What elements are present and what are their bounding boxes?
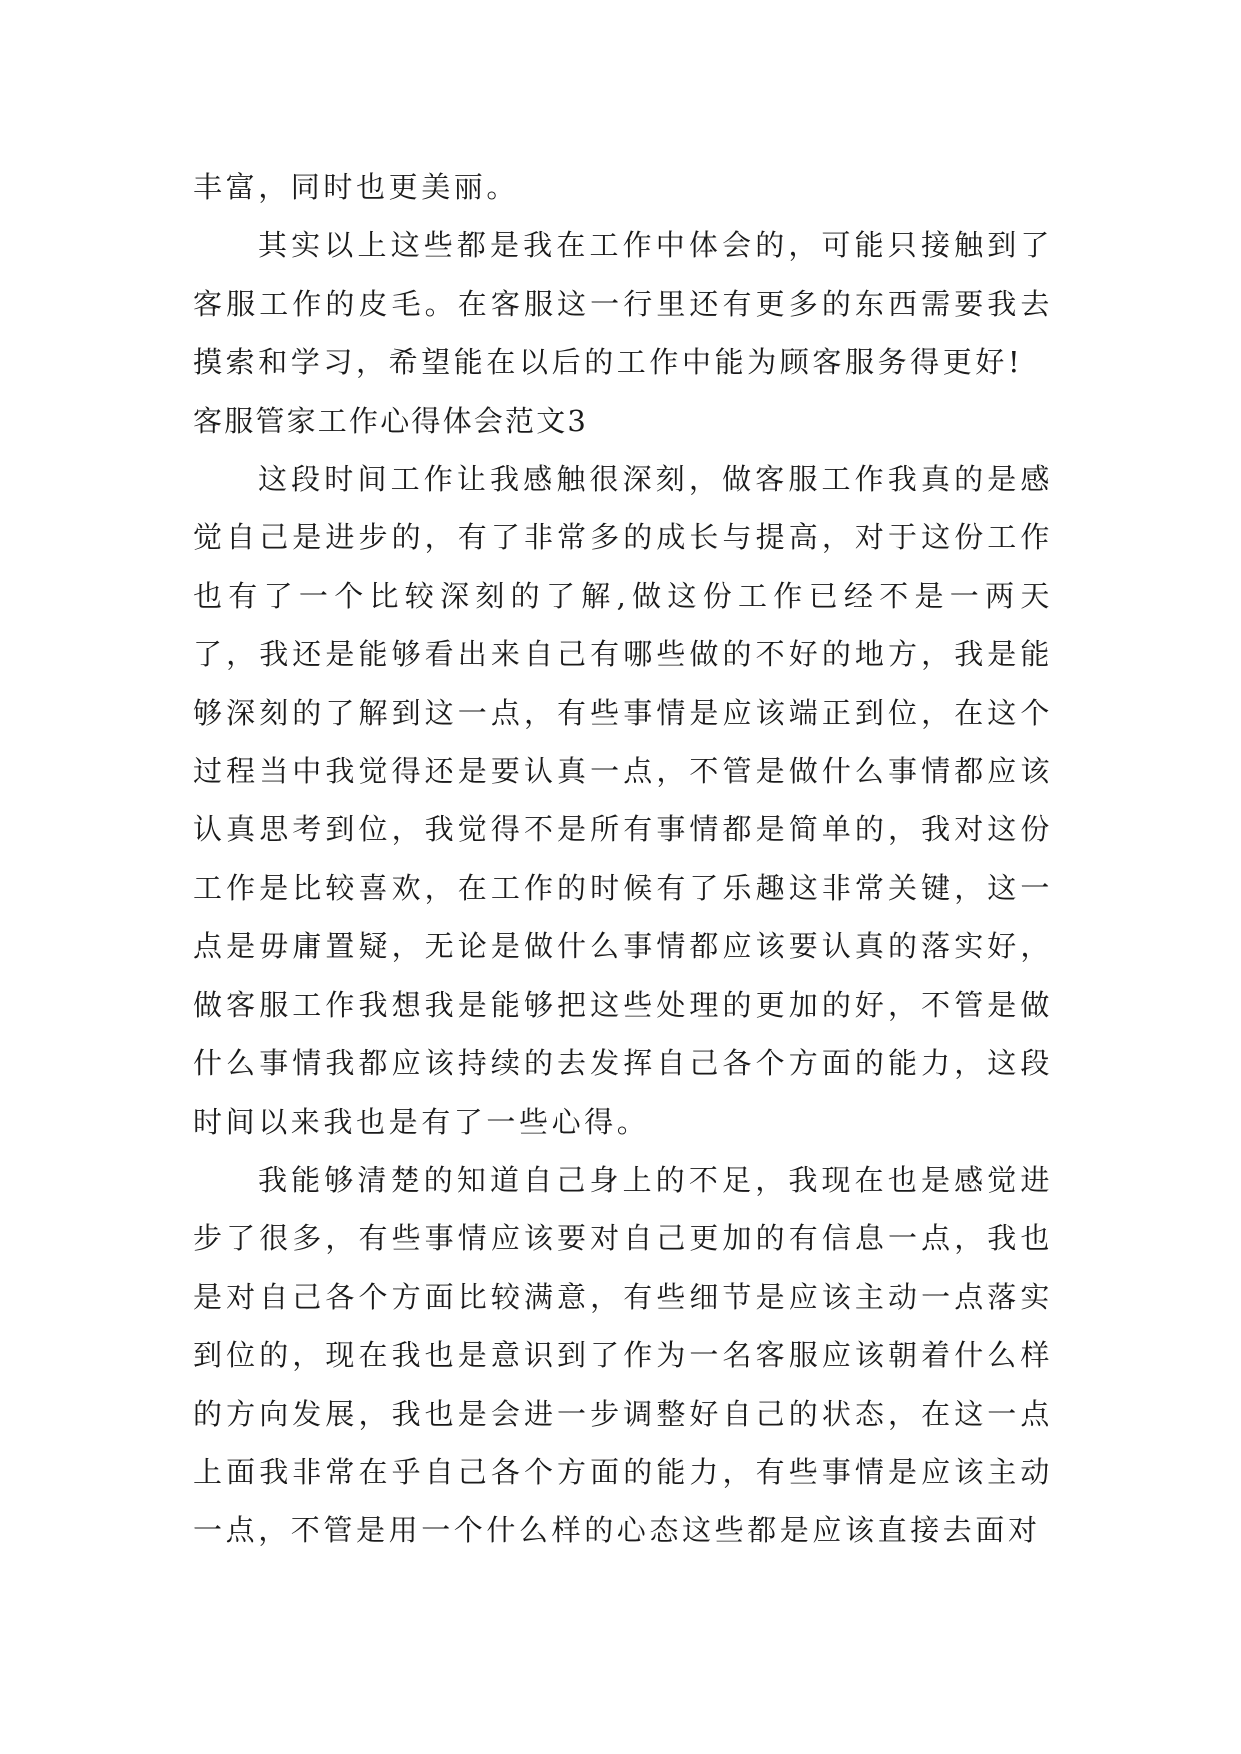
paragraph-body-1: 这段时间工作让我感触很深刻，做客服工作我真的是感觉自己是进步的，有了非常多的成长与提高，对于这份工作也有了一个比较深刻的了解,做这份工作已经不是一两天了，我还是能够看出来自己有哪些做的不好的地方，我是能够深刻的了解到这一点，有些事情是应该端正到位，在这个过程当中我觉得还是要认真一点，不管是做什么事情都应该认真思考到位，我觉得不是所有事情都是简单的，我对这份工作是比较喜欢，在工作的时候有了乐趣这非常关键，这一点是毋庸置疑，无论是做什么事情都应该要认真的落实好，做客服工作我想我是能够把这些处理的更加的好，不管是做什么事情我都应该持续的去发挥自己各个方面的能力，这段时间以来我也是有了一些心得。 — [193, 462, 1053, 1139]
document-body — [193, 158, 1053, 1560]
paragraph-summary: 其实以上这些都是我在工作中体会的，可能只接触到了客服工作的皮毛。在客服这一行里还有更多的东西需要我去摸索和学习，希望能在以后的工作中能为顾客服务得更好! — [193, 228, 1053, 380]
section-heading: 客服管家工作心得体会范文3 — [193, 403, 589, 438]
paragraph-body-2: 我能够清楚的知道自己身上的不足，我现在也是感觉进步了很多，有些事情应该要对自己更加的有信息一点，我也是对自己各个方面比较满意，有些细节是应该主动一点落实到位的，现在我也是意识到了作为一名客服应该朝着什么样的方向发展，我也是会进一步调整好自己的状态，在这一点上面我非常在乎自己各个方面的能力，有些事情是应该主动一点，不管是用一个什么样的心态这些都是应该直接去面对 — [193, 1162, 1053, 1548]
paragraph-continuation: 丰富，同时也更美丽。 — [193, 170, 520, 204]
